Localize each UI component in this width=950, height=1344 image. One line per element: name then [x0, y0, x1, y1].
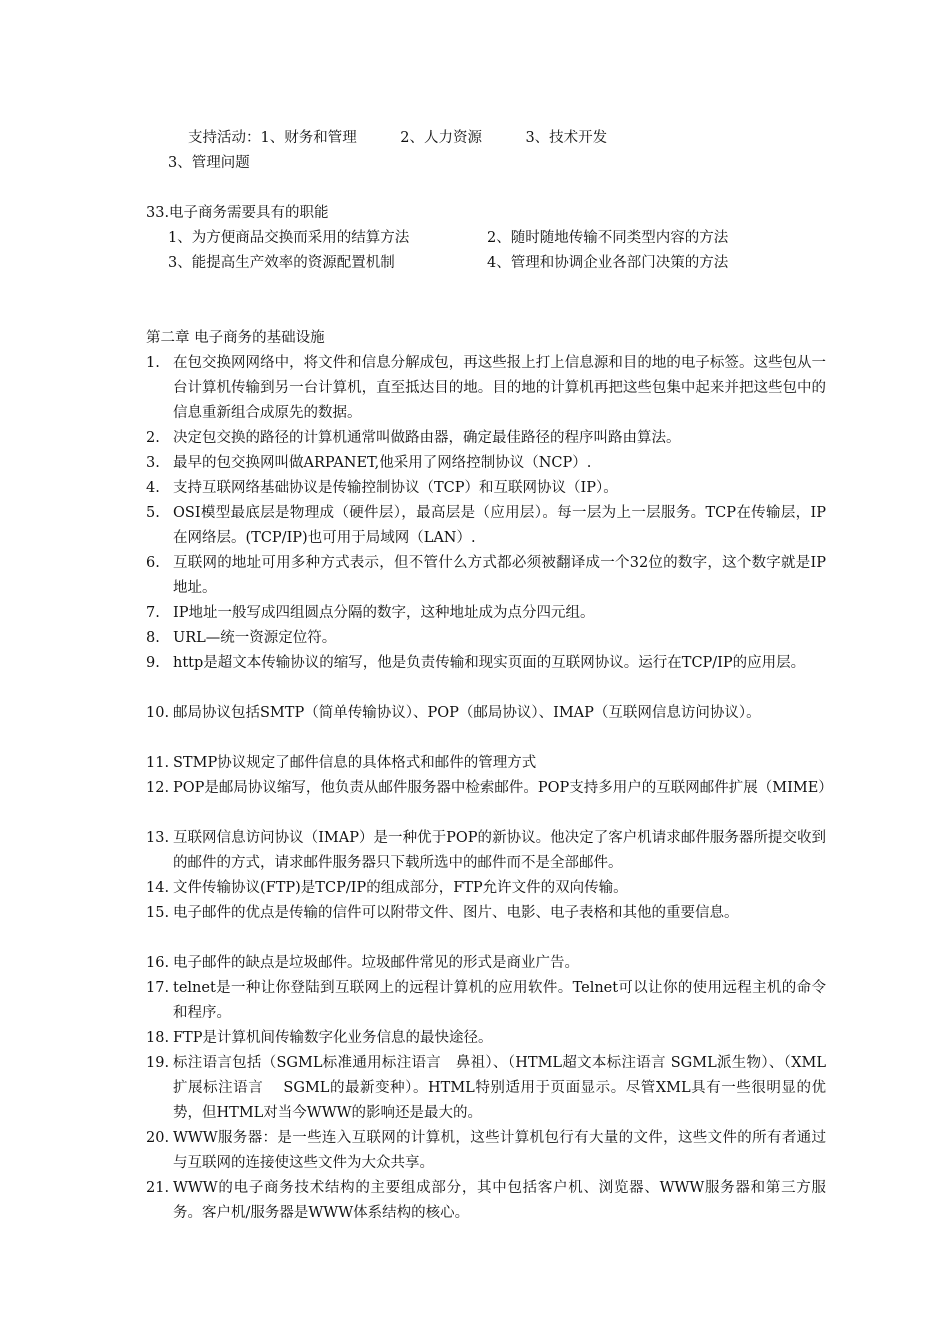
chapter-item-text: WWW的电子商务技术结构的主要组成部分，其中包括客户机、浏览器、WWW服务器和第三方服务。客户机/服务器是WWW体系结构的核心。 — [173, 1180, 826, 1221]
chapter-item — [146, 951, 826, 976]
chapter-item-number: 16. — [146, 955, 170, 971]
chapter-item-text: 支持互联网络基础协议是传输控制协议（TCP）和互联网协议（IP）。 — [173, 480, 618, 496]
chapter-item-number: 6. — [146, 555, 160, 571]
chapter-item — [146, 626, 826, 651]
q33-option-2: 2、随时随地传输不同类型内容的方法 — [487, 230, 729, 246]
chapter-item-text: 在包交换网网络中，将文件和信息分解成包，再这些报上打上信息源和目的地的电子标签。这些包从一台计算机传输到另一台计算机，直至抵达目的地。目的地的计算机再把这些包集中起来并把这些包中的信息重新组合成原先的数据。 — [173, 355, 826, 421]
chapter-item-number: 14. — [146, 880, 170, 896]
chapter-item-text: http是超文本传输协议的缩写，他是负责传输和现实页面的互联网协议。运行在TCP/IP的应用层。 — [173, 655, 806, 671]
chapter-item-text: WWW服务器：是一些连入互联网的计算机，这些计算机包行有大量的文件，这些文件的所有者通过与互联网的连接使这些文件为大众共享。 — [173, 1130, 826, 1171]
chapter-item-number: 4. — [146, 480, 160, 496]
chapter-item-text: URL—统一资源定位符。 — [173, 630, 337, 646]
chapter-item — [146, 901, 826, 926]
chapter-item — [146, 976, 826, 1026]
chapter-item-number: 12. — [146, 780, 170, 796]
chapter-item-number: 15. — [146, 905, 170, 921]
chapter-item — [146, 1051, 841, 1126]
chapter-item-number: 7. — [146, 605, 160, 621]
chapter-item-text: 电子邮件的优点是传输的信件可以附带文件、图片、电影、电子表格和其他的重要信息。 — [173, 905, 739, 921]
chapter-item-number: 2. — [146, 430, 160, 446]
chapter-item — [146, 451, 826, 476]
chapter-item-number: 5. — [146, 505, 160, 521]
chapter-item-number: 13. — [146, 830, 170, 846]
q33-option-3: 3、能提高生产效率的资源配置机制 — [168, 255, 395, 271]
chapter-item-text: POP是邮局协议缩写，他负责从邮件服务器中检索邮件。POP支持多用户的互联网邮件扩展（MIME） — [173, 780, 833, 796]
chapter-item — [146, 1176, 826, 1226]
chapter-item-number: 3. — [146, 455, 160, 471]
chapter-item-text: 互联网的地址可用多种方式表示，但不管什么方式都必须被翻译成一个32位的数字，这个数字就是IP地址。 — [173, 555, 826, 596]
q33-heading: 33.电子商务需要具有的职能 — [146, 205, 329, 221]
chapter-item-text: 决定包交换的路径的计算机通常叫做路由器，确定最佳路径的程序叫路由算法。 — [173, 430, 681, 446]
chapter-item-number: 18. — [146, 1030, 170, 1046]
chapter-item-text: 互联网信息访问协议（IMAP）是一种优于POP的新协议。他决定了客户机请求邮件服务器所提交收到的邮件的方式，请求邮件服务器只下载所选中的邮件而不是全部邮件。 — [173, 830, 826, 871]
chapter-item-text: 电子邮件的缺点是垃圾邮件。垃圾邮件常见的形式是商业广告。 — [173, 955, 579, 971]
chapter-item — [146, 1026, 826, 1051]
chapter-item-number: 20. — [146, 1130, 170, 1146]
chapter-title: 第二章 电子商务的基础设施 — [146, 330, 325, 346]
chapter-item-number: 9. — [146, 655, 160, 671]
chapter-item-number: 10. — [146, 705, 170, 721]
chapter-item-number: 19. — [146, 1055, 170, 1071]
chapter-item-number: 17. — [146, 980, 170, 996]
q33-option-1: 1、为方便商品交换而采用的结算方法 — [168, 230, 410, 246]
chapter-item — [146, 751, 826, 776]
support-activities-line: 支持活动：1、财务和管理 2、人力资源 3、技术开发 — [188, 130, 608, 146]
chapter-item — [146, 501, 826, 551]
chapter-item-text: 最早的包交换网叫做ARPANET,他采用了网络控制协议（NCP）. — [173, 455, 592, 471]
chapter-item — [146, 826, 826, 876]
chapter-item — [146, 701, 826, 726]
chapter-item-text: 邮局协议包括SMTP（简单传输协议）、POP（邮局协议）、IMAP（互联网信息访问协议）。 — [173, 705, 761, 721]
chapter-item — [146, 876, 826, 901]
chapter-item-number: 1. — [146, 355, 160, 371]
chapter-item — [146, 776, 833, 801]
support-activities-line-2: 3、管理问题 — [168, 155, 250, 171]
chapter-item-text: telnet是一种让你登陆到互联网上的远程计算机的应用软件。Telnet可以让你的使用远程主机的命令和程序。 — [173, 980, 826, 1021]
chapter-item-number: 8. — [146, 630, 160, 646]
chapter-item — [146, 651, 826, 676]
q33-option-4: 4、管理和协调企业各部门决策的方法 — [487, 255, 729, 271]
chapter-item — [146, 1126, 826, 1176]
chapter-item — [146, 351, 826, 426]
chapter-item-number: 21. — [146, 1180, 170, 1196]
chapter-item — [146, 551, 826, 601]
chapter-item-text: FTP是计算机间传输数字化业务信息的最快途径。 — [173, 1030, 493, 1046]
chapter-item — [146, 601, 826, 626]
chapter-item-text: OSI模型最底层是物理成（硬件层），最高层是（应用层）。每一层为上一层服务。TCP在传输层，IP在网络层。(TCP/IP)也可用于局域网（LAN）. — [173, 505, 826, 546]
chapter-item — [146, 476, 826, 501]
chapter-item-text: STMP协议规定了邮件信息的具体格式和邮件的管理方式 — [173, 755, 537, 771]
chapter-item-text: 文件传输协议(FTP)是TCP/IP的组成部分，FTP允许文件的双向传输。 — [173, 880, 628, 896]
chapter-item-number: 11. — [146, 755, 170, 771]
chapter-item-text: 标注语言包括（SGML标准通用标注语言 鼻祖）、（HTML超文本标注语言 SGML派生物）、（XML 扩展标注语言 SGML的最新变种）。HTML特别适用于页面显示。尽管XML具有一些很明显的优势，但HTML对当今WWW的影响还是最大的。 — [173, 1055, 841, 1121]
chapter-item-text: IP地址一般写成四组圆点分隔的数字，这种地址成为点分四元组。 — [173, 605, 595, 621]
chapter-item — [146, 426, 826, 451]
